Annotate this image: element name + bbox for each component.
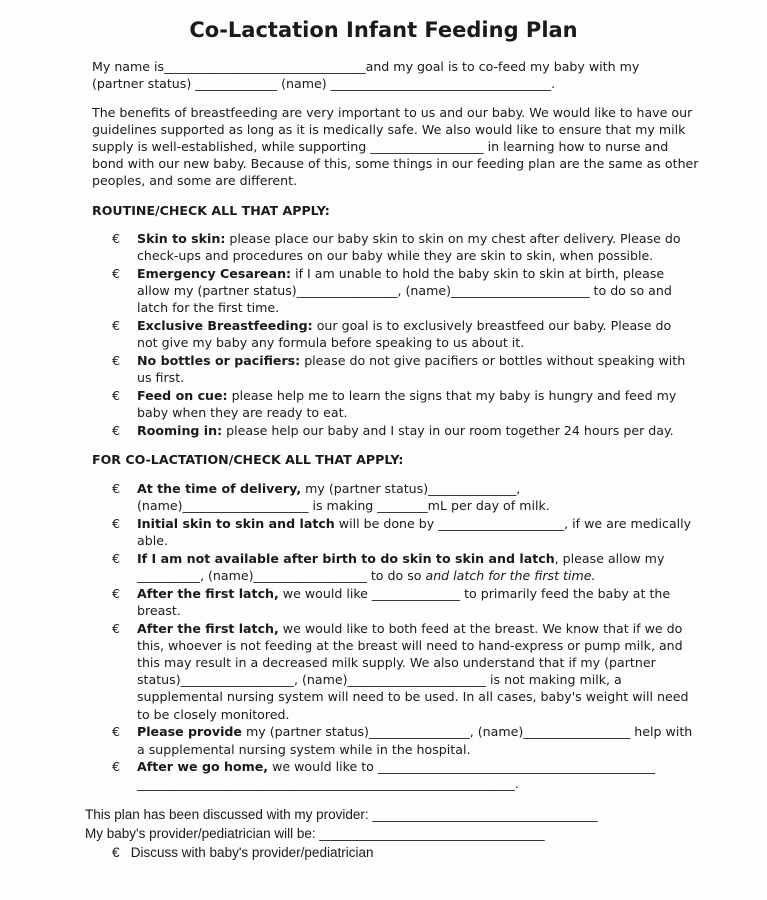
- checkbox-bullet[interactable]: €: [112, 759, 121, 775]
- item-title: Please provide: [137, 724, 242, 740]
- checklist-item: [112, 230, 694, 264]
- item-text: our goal is to exclusively breastfeed our baby. Please do not give my baby any formula before speaking to us about it.: [137, 318, 672, 351]
- checklist-item: [112, 352, 694, 386]
- checkbox-bullet[interactable]: €: [112, 724, 121, 740]
- routine-heading: ROUTINE/CHECK ALL THAT APPLY:: [92, 203, 330, 218]
- item-text: if I am unable to hold the baby skin to skin at birth, please allow my (partner status)________________, (name)______________________ to do so and latch for the first time.: [137, 265, 672, 316]
- checkbox-bullet[interactable]: €: [112, 515, 121, 531]
- item-italic: and latch for the first time.: [425, 568, 596, 584]
- item-text: we would like to ____________________________________________ ____________________________________________________________.: [137, 759, 655, 792]
- checkbox-bullet[interactable]: €: [112, 422, 121, 438]
- item-title: After the first latch,: [137, 585, 279, 601]
- item-title: No bottles or pacifiers:: [137, 352, 301, 368]
- item-title: At the time of delivery,: [137, 481, 302, 496]
- item-text: , please allow my __________, (name)__________________ to do so: [137, 550, 665, 584]
- page-title: Co-Lactation Infant Feeding Plan: [189, 18, 578, 42]
- checklist-item: [112, 585, 694, 619]
- checkbox-bullet[interactable]: €: [112, 845, 120, 860]
- discuss-item[interactable]: [85, 843, 598, 862]
- item-text: please help me to learn the signs that my baby is hungry and feed my baby when they are ready to eat.: [137, 387, 677, 421]
- intro-line: (partner status) _____________ (name) ___________________________________.: [92, 76, 556, 91]
- routine-list: [112, 230, 694, 439]
- checklist-item: [112, 723, 694, 757]
- item-title: Rooming in:: [137, 422, 223, 438]
- checkbox-bullet[interactable]: €: [112, 318, 121, 334]
- item-title: Skin to skin:: [137, 231, 226, 246]
- checklist-item: [112, 550, 694, 584]
- item-text: my (partner status)________________, (name)_________________ help with a supplemental nursing system while in the hospital.: [137, 724, 693, 757]
- item-title: After we go home,: [137, 759, 269, 775]
- pediatrician-line: My baby's provider/pediatrician will be: ______________________________: [85, 826, 545, 841]
- item-title: After the first latch,: [137, 620, 279, 636]
- item-text: will be done by ____________________, if we are medically able.: [137, 515, 692, 549]
- checklist-item: [112, 265, 694, 317]
- checklist-item: [112, 317, 694, 351]
- colactation-list: [112, 480, 694, 793]
- item-title: Initial skin to skin and latch: [137, 515, 335, 531]
- checklist-item: [112, 422, 694, 439]
- benefits-paragraph: The benefits of breastfeeding are very important to us and our baby. We would like to have our guidelines supported as long as it is medically safe. We also would like to ensure that my milk supply is well-established, while supporting __________________ in learning how to nurse and bond with our new baby. Because of this, some things in our feeding plan are the same as other peoples, and some are different.: [92, 105, 699, 188]
- colactation-heading: FOR CO-LACTATION/CHECK ALL THAT APPLY:: [92, 452, 404, 467]
- checkbox-bullet[interactable]: €: [112, 585, 121, 601]
- checklist-item: [112, 480, 694, 514]
- item-text: we would like to both feed at the breast. We know that if we do this, whoever is not feeding at the breast will need to hand-express or pump milk, and this may result in a decreased milk supply. We also understand that if my (partner status)__________________, (name)______________________ is not making milk, a supplemental nursing system will need to be used. In all cases, baby's weight will need to be closely monitored.: [137, 620, 689, 722]
- checklist-item: [112, 387, 694, 421]
- footer: [85, 805, 598, 862]
- checkbox-bullet[interactable]: €: [112, 550, 121, 566]
- checkbox-bullet[interactable]: €: [112, 265, 121, 281]
- intro-line: My name is________________________________and my goal is to co-feed my baby with my: [92, 59, 640, 74]
- checklist-item: [112, 758, 694, 792]
- checkbox-bullet[interactable]: €: [112, 231, 121, 246]
- item-text: please help our baby and I stay in our room together 24 hours per day.: [222, 422, 674, 438]
- checkbox-bullet[interactable]: €: [112, 481, 121, 496]
- item-text: please do not give pacifiers or bottles without speaking with us first.: [137, 352, 686, 386]
- checkbox-bullet[interactable]: €: [112, 387, 121, 403]
- item-text: we would like ______________ to primarily feed the baby at the breast.: [137, 585, 671, 618]
- checkbox-bullet[interactable]: €: [112, 352, 121, 368]
- checkbox-bullet[interactable]: €: [112, 620, 121, 636]
- item-text: my (partner status)______________, (name)____________________ is making ________mL per day of milk.: [137, 481, 550, 514]
- checklist-item: [112, 620, 694, 723]
- item-title: Feed on cue:: [137, 387, 228, 403]
- item-title: If I am not available after birth to do skin to skin and latch: [137, 550, 555, 566]
- checklist-item: [112, 515, 694, 549]
- intro: [92, 58, 692, 92]
- provider-line: This plan has been discussed with my provider: ______________________________: [85, 807, 598, 822]
- item-title: Exclusive Breastfeeding:: [137, 318, 313, 334]
- item-text: please place our baby skin to skin on my chest after delivery. Please do check-ups and procedures on our baby while they are skin to skin, when possible.: [137, 231, 681, 264]
- item-title: Emergency Cesarean:: [137, 265, 292, 281]
- discuss-label: Discuss with baby's provider/pediatrician: [130, 845, 374, 860]
